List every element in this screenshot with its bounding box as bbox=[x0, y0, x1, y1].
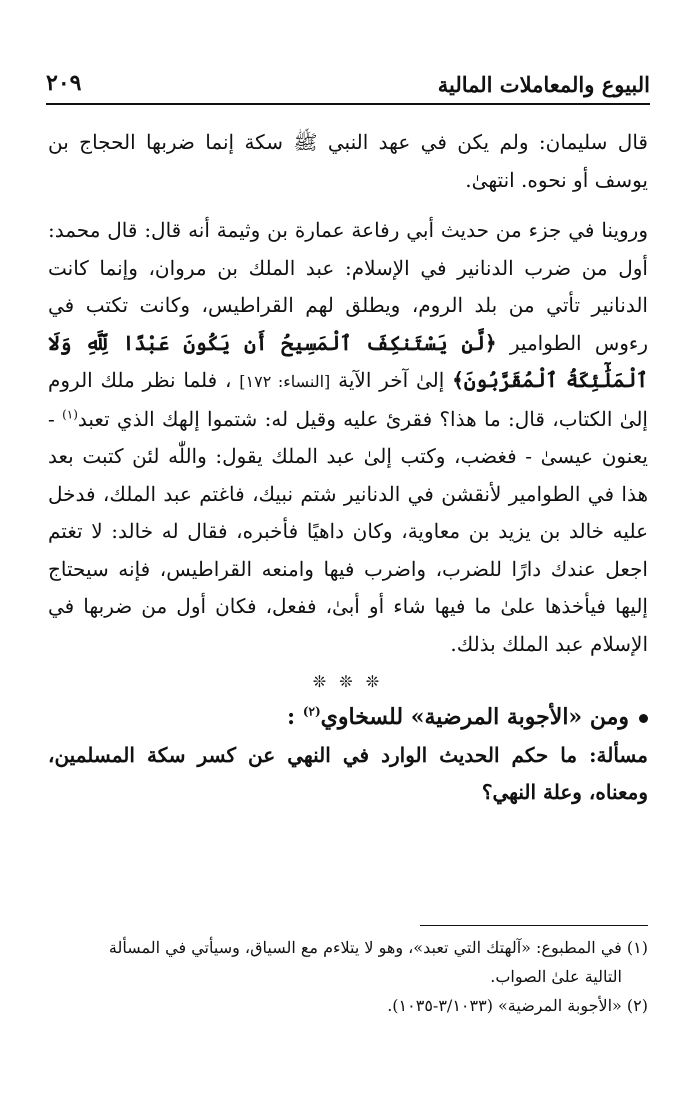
paragraph-dinars bbox=[48, 212, 648, 663]
footnote-marker-2: (٢) bbox=[302, 704, 321, 719]
bullet-icon bbox=[639, 714, 648, 723]
main-text bbox=[48, 124, 648, 812]
footnote-1-line1: (١) في المطبوع: «آلهتك التي تعبد»، وهو لا يتلاءم مع السياق، وسيأتي في المسألة bbox=[108, 938, 648, 957]
source-heading-text: ومن «الأجوبة المرضية» للسخاوي bbox=[320, 704, 629, 730]
verse-tail: إلىٰ آخر الآية bbox=[338, 368, 445, 392]
paragraph-dinars-part1: وروينا في جزء من حديث أبي رفاعة عمارة بن وثيمة أنه قال: قال محمد: أول من ضرب الدنانير في الإسلام: عبد الملك بن مروان، وإنما كانت الدنانير تأتي من بلد الروم، ويطلق لهم القراطيس، وكانت تكتب في رءوس الطوامير bbox=[48, 218, 648, 355]
footnote-1-line2: التالية علىٰ الصواب. bbox=[490, 967, 622, 986]
footnote-marker-1: (١) bbox=[62, 406, 78, 421]
page-number: ٢٠٩ bbox=[46, 70, 82, 96]
source-heading bbox=[48, 699, 648, 737]
paragraph-dinars-part2: ، فلما نظر ملك الروم إلىٰ الكتاب، قال: ما هذا؟ فقرئ عليه وقيل له: شتموا إلهك الذي تعبد bbox=[48, 368, 648, 431]
running-header bbox=[46, 66, 650, 100]
footnote-2: (٢) «الأجوبة المرضية» (٣/١٠٣٣-١٠٣٥). bbox=[387, 996, 648, 1015]
header-divider bbox=[46, 103, 650, 105]
paragraph-dinars-part3: - يعنون عيسىٰ - فغضب، وكتب إلىٰ عبد الملك يقول: واللّٰه لئن كتبت بعد هذا في الطوامير لأنقشن في الدنانير شتم نبيك، فاغتم عبد الملك، فدخل عليه خالد بن يزيد بن معاوية، وكان داهيًا فأخبره، فقال له خالد: لا تغتم اجعل عندك دارًا للضرب، واضرب فيها وامنعه القراطيس، فإنه سيحتاج إليها فيأخذها علىٰ ما فيها شاء أو أبىٰ، ففعل، فكان أول من ضربها في الإسلام عبد الملك بذلك. bbox=[48, 406, 648, 656]
quran-verse: ﴿لَّن يَسْتَنكِفَ ٱلْمَسِيحُ أَن يَكُونَ عَبْدًا لِّلَّهِ وَلَا ٱلْمَلَٰٓئِكَةُ ٱلْمُقَرَّبُونَ﴾ bbox=[48, 330, 649, 392]
footnotes bbox=[48, 933, 648, 1020]
chapter-title: البيوع والمعاملات المالية bbox=[437, 72, 650, 97]
paragraph-sulayman: قال سليمان: ولم يكن في عهد النبي ﷺ سكة إنما ضربها الحجاج بن يوسف أو نحوه. انتهىٰ. bbox=[48, 130, 648, 192]
verse-reference: [النساء: ١٧٢] bbox=[239, 372, 331, 391]
section-separator: ❊ ❊ ❊ bbox=[312, 672, 384, 691]
footnote-divider bbox=[420, 925, 648, 926]
source-heading-colon: : bbox=[287, 704, 296, 730]
question-heading: مسألة: ما حكم الحديث الوارد في النهي عن كسر سكة المسلمين، ومعناه، وعلة النهي؟ bbox=[48, 742, 648, 804]
